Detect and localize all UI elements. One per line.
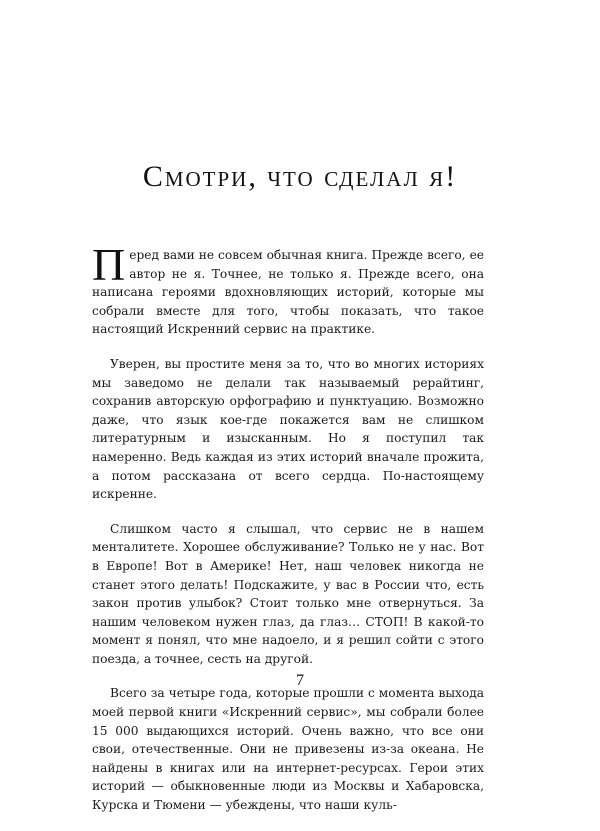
paragraph-1 [92, 239, 484, 339]
paragraph-2: Уверен, вы простите меня за то, что во многих историях мы заведомо не делали так называемый рерайтинг, сохранив авторскую орфографию и пунктуацию. Возможно даже, что язык кое-где покажется вам не слишком литературным и изысканным. Но я поступил так намеренно. Ведь каждая из этих историй вначале прожита, а потом рассказана от всего сердца. По-настоящему искренне. [92, 356, 484, 502]
drop-cap-letter: П [92, 239, 126, 290]
paragraph-1-text: еред вами не совсем обычная книга. Прежде всего, ее автор не я. Точнее, не только я. Прежде всего, она написана героями вдохновляющих историй, которые мы собрали вместе для того, чтобы показать, что такое настоящий Искренний сервис на практике. [92, 248, 484, 337]
chapter-title: Смотри, что сделал я! [142, 160, 458, 193]
paragraph-4: Всего за четыре года, которые прошли с момента выхода моей первой книги «Искренний сервис», мы собрали более 15 000 выдающихся историй. Очень важно, что все они свои, отечественные. Они не привезены из-за океана. Не найдены в книгах или на интернет-ресурсах. Герои этих историй — обыкновенные люди из Москвы и Хабаровска, Курска и Тюмени — убеждены, что наши куль- [92, 686, 484, 813]
paragraph-3: Слишком часто я слышал, что сервис не в нашем менталитете. Хорошее обслуживание? Только не у нас. Вот в Европе! Вот в Америке! Нет, наш человек никогда не станет этого делать! Подскажите, у вас в России что, есть закон против улыбок? Стоит только мне отвернуться. За нашим человеком нужен глаз, да глаз… СТОП! В какой-то момент я понял, что мне надоело, и я решил сойти с этого поезда, а точнее, сесть на другой. [92, 521, 484, 666]
page-number: 7 [296, 672, 304, 689]
body-text [92, 239, 484, 831]
